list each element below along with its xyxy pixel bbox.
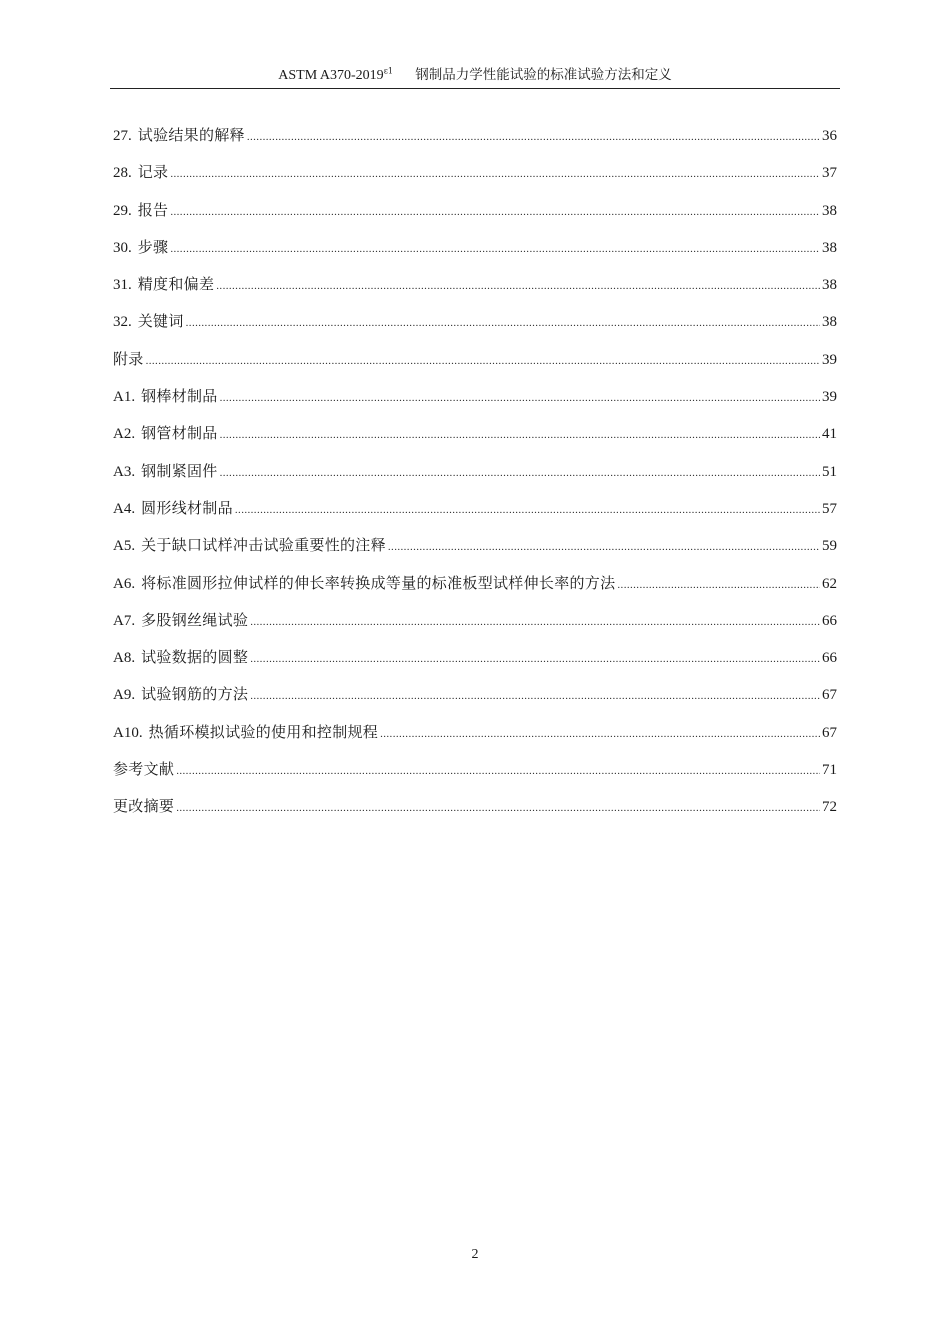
- toc-entry-references[interactable]: [113, 756, 837, 793]
- dot-leader: [176, 758, 820, 784]
- dot-leader: [170, 236, 820, 262]
- toc-entry-a9[interactable]: [113, 681, 837, 718]
- dot-leader: [220, 460, 820, 486]
- toc-entry-number: A1.: [113, 389, 136, 406]
- toc-entry-a10[interactable]: [113, 719, 837, 756]
- toc-entry-a2[interactable]: [113, 420, 837, 457]
- toc-entry-31[interactable]: [113, 271, 837, 308]
- document-code: ASTM A370-2019: [278, 68, 384, 83]
- document-code-superscript: ε1: [383, 66, 393, 76]
- document-title: 钢制品力学性能试验的标准试验方法和定义: [415, 67, 672, 83]
- toc-entry-a7[interactable]: [113, 607, 837, 644]
- dot-leader: [250, 609, 820, 635]
- toc-entry-number: 27.: [113, 128, 132, 144]
- toc-entry-27[interactable]: [113, 122, 837, 159]
- toc-entry-32[interactable]: [113, 308, 837, 345]
- toc-entry-page: 67: [822, 724, 837, 741]
- toc-entry-number: A6.: [113, 575, 136, 592]
- toc-entry-title: 记录: [137, 163, 169, 182]
- toc-entry-a3[interactable]: [113, 458, 837, 495]
- page-number: 2: [471, 1247, 479, 1262]
- toc-entry-number: A2.: [113, 426, 136, 443]
- toc-entry-page: 38: [822, 277, 837, 294]
- toc-entry-page: 71: [822, 762, 837, 779]
- toc-entry-number: A7.: [113, 612, 136, 629]
- dot-leader: [235, 497, 820, 523]
- toc-entry-a5[interactable]: [113, 532, 837, 569]
- toc-entry-page: 38: [822, 314, 837, 331]
- toc-entry-title: 报告: [137, 200, 169, 219]
- toc-entry-page: 67: [822, 687, 837, 704]
- toc-entry-title: 钢管材制品: [141, 424, 218, 443]
- dot-leader: [176, 795, 820, 821]
- page-header: [110, 64, 840, 89]
- toc-entry-title: 试验钢筋的方法: [141, 685, 249, 704]
- dot-leader: [380, 721, 820, 747]
- toc-entry-29[interactable]: [113, 197, 837, 234]
- toc-entry-page: 41: [822, 426, 837, 443]
- toc-entry-title: 钢制紧固件: [141, 461, 218, 480]
- toc-entry-number: A5.: [113, 538, 136, 555]
- toc-entry-page: 38: [822, 202, 837, 219]
- dot-leader: [388, 534, 820, 560]
- dot-leader: [186, 310, 820, 336]
- toc-entry-title: 参考文献: [113, 760, 175, 779]
- toc-entry-number: A4.: [113, 500, 136, 517]
- dot-leader: [247, 124, 820, 150]
- toc-entry-page: 39: [822, 389, 837, 406]
- toc-entry-title: 试验数据的圆整: [141, 648, 249, 667]
- toc-entry-page: 37: [822, 165, 837, 182]
- toc-entry-title: 关于缺口试样冲击试验重要性的注释: [141, 536, 386, 555]
- dot-leader: [220, 422, 820, 448]
- toc-entry-number: 32.: [113, 314, 132, 331]
- toc-entry-number: 28.: [113, 165, 132, 182]
- toc-entry-page: 57: [822, 500, 837, 517]
- toc-entry-a1[interactable]: [113, 383, 837, 420]
- toc-entry-title: 将标准圆形拉伸试样的伸长率转换成等量的标准板型试样伸长率的方法: [141, 573, 616, 592]
- dot-leader: [250, 646, 820, 672]
- toc-entry-30[interactable]: [113, 234, 837, 271]
- toc-entry-number: 31.: [113, 277, 132, 294]
- toc-entry-number: 30.: [113, 239, 132, 256]
- toc-entry-number: A3.: [113, 463, 136, 480]
- toc-entry-title: 试验结果的解释: [137, 126, 245, 144]
- toc-entry-title: 多股钢丝绳试验: [141, 610, 249, 629]
- dot-leader: [170, 161, 820, 187]
- toc-entry-title: 精度和偏差: [137, 275, 215, 294]
- toc-entry-a4[interactable]: [113, 495, 837, 532]
- toc-entry-page: 59: [822, 538, 837, 555]
- toc-entry-page: 66: [822, 650, 837, 667]
- toc-entry-a6[interactable]: [113, 570, 837, 607]
- toc-entry-title: 钢棒材制品: [141, 387, 218, 406]
- dot-leader: [220, 385, 820, 411]
- dot-leader: [617, 572, 820, 598]
- toc-entry-a8[interactable]: [113, 644, 837, 681]
- toc-entry-number: A10.: [113, 724, 143, 741]
- toc-entry-title: 步骤: [137, 237, 169, 256]
- toc-entry-page: 38: [822, 239, 837, 256]
- toc-entry-title: 附录: [113, 349, 144, 368]
- toc-entry-page: 36: [822, 128, 837, 144]
- toc-entry-appendix[interactable]: [113, 346, 837, 383]
- toc-entry-page: 66: [822, 612, 837, 629]
- toc-entry-number: A9.: [113, 687, 136, 704]
- toc-entry-number: A8.: [113, 650, 136, 667]
- dot-leader: [146, 348, 820, 374]
- dot-leader: [216, 273, 820, 299]
- dot-leader: [250, 683, 820, 709]
- toc-entry-title: 热循环模拟试验的使用和控制规程: [148, 722, 379, 741]
- toc-entry-title: 关键词: [137, 312, 184, 331]
- toc-entry-28[interactable]: [113, 159, 837, 196]
- toc-entry-page: 72: [822, 799, 837, 816]
- toc-entry-change-summary[interactable]: [113, 793, 837, 830]
- toc-entry-title: 圆形线材制品: [141, 498, 233, 517]
- toc-entry-page: 62: [822, 575, 837, 592]
- table-of-contents: [113, 122, 837, 831]
- toc-entry-title: 更改摘要: [113, 797, 175, 816]
- toc-entry-page: 39: [822, 351, 837, 368]
- toc-entry-number: 29.: [113, 202, 132, 219]
- dot-leader: [170, 199, 820, 225]
- toc-entry-page: 51: [822, 463, 837, 480]
